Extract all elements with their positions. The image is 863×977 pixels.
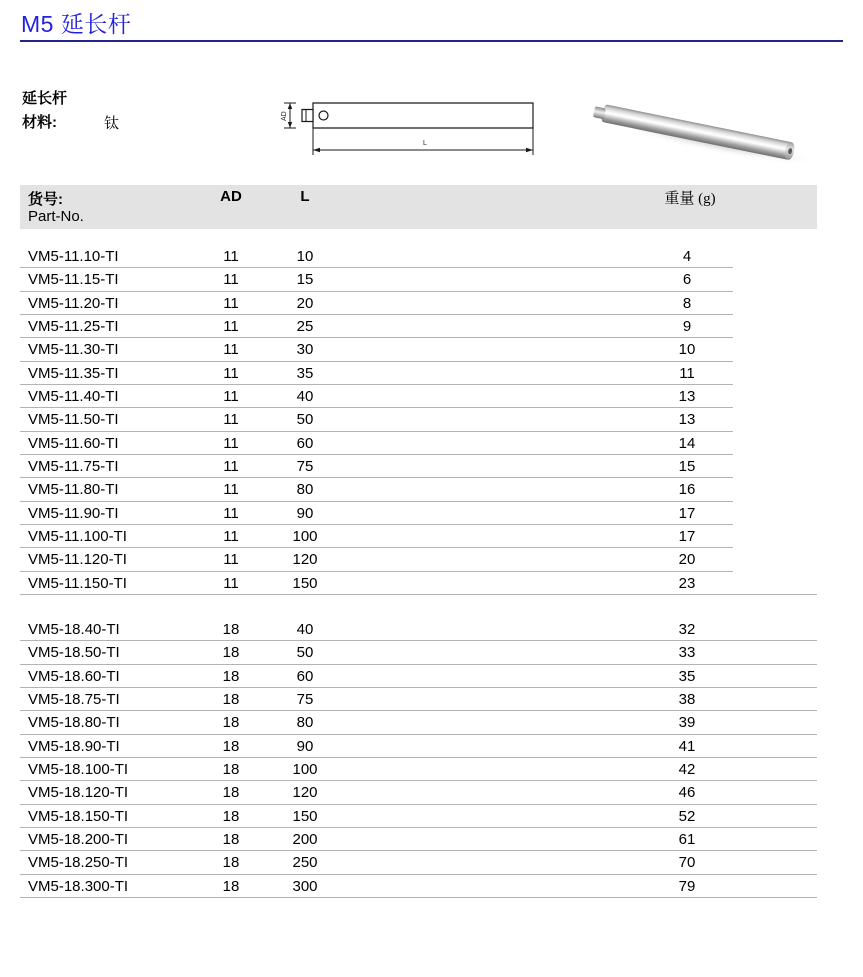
table-group: [20, 245, 817, 595]
table-row: [20, 245, 817, 268]
ad-cell: 18: [222, 877, 240, 895]
part-no-cell: VM5-11.60-TI: [28, 434, 119, 452]
part-no-cell: VM5-11.80-TI: [28, 481, 119, 499]
l-cell: 90: [296, 737, 314, 755]
table-row: [20, 432, 817, 455]
table-row: [20, 525, 817, 548]
weight-cell: 13: [678, 411, 696, 429]
table-row: [20, 572, 817, 595]
l-cell: 50: [296, 644, 314, 662]
weight-cell: 32: [678, 621, 696, 638]
ad-cell: 18: [222, 784, 240, 802]
part-no-cell: VM5-11.20-TI: [28, 294, 119, 312]
table-row: [20, 362, 817, 385]
l-cell: 120: [292, 551, 318, 569]
l-cell: 15: [296, 271, 314, 289]
weight-cell: 15: [678, 458, 696, 476]
ad-cell: 11: [223, 271, 239, 289]
weight-cell: 16: [678, 481, 696, 499]
l-cell: 80: [296, 481, 314, 499]
ad-cell: 18: [222, 691, 240, 709]
part-no-cell: VM5-18.100-TI: [28, 761, 129, 779]
l-cell: 250: [292, 854, 318, 872]
table-row: [20, 292, 817, 315]
table-row: [20, 315, 817, 338]
l-cell: 20: [296, 294, 314, 312]
weight-cell: 17: [678, 528, 696, 546]
part-no-cell: VM5-18.300-TI: [28, 877, 129, 895]
table-row: [20, 478, 817, 501]
part-no-cell: VM5-11.25-TI: [28, 318, 119, 336]
ad-cell: 18: [222, 667, 240, 685]
ad-cell: 11: [223, 341, 239, 359]
l-cell: 100: [292, 528, 318, 546]
part-no-cell: VM5-11.15-TI: [28, 271, 119, 289]
weight-cell: 6: [682, 271, 692, 289]
part-no-cell: VM5-18.60-TI: [28, 667, 120, 685]
ad-cell: 18: [222, 714, 240, 732]
ad-cell: 11: [223, 318, 239, 336]
table-row: [20, 805, 817, 828]
l-cell: 60: [296, 667, 314, 685]
ad-cell: 11: [223, 388, 239, 406]
table-row: [20, 385, 817, 408]
part-no-cell: VM5-18.90-TI: [28, 737, 120, 755]
l-cell: 120: [292, 784, 318, 802]
table-row: [20, 665, 817, 688]
part-no-cell: VM5-11.50-TI: [28, 411, 119, 429]
header-part-no-en: Part-No.: [28, 208, 84, 225]
part-no-cell: VM5-18.50-TI: [28, 644, 120, 662]
weight-cell: 17: [678, 504, 696, 522]
ad-cell: 11: [223, 411, 239, 429]
ad-cell: 18: [222, 831, 240, 849]
weight-cell: 23: [678, 574, 696, 592]
ad-cell: 11: [223, 551, 239, 569]
part-no-cell: VM5-18.200-TI: [28, 831, 129, 849]
part-no-cell: VM5-11.40-TI: [28, 388, 119, 406]
weight-cell: 10: [678, 341, 696, 359]
table-header: [20, 185, 817, 229]
table-row: [20, 268, 817, 291]
weight-cell: 33: [678, 644, 696, 662]
table-row: [20, 758, 817, 781]
product-name: 延长杆: [22, 90, 68, 107]
ad-cell: 11: [223, 364, 239, 382]
l-cell: 75: [296, 458, 314, 476]
technical-drawing: [278, 88, 550, 160]
weight-cell: 52: [678, 807, 696, 825]
part-no-cell: VM5-11.90-TI: [28, 504, 119, 522]
part-no-cell: VM5-18.40-TI: [28, 621, 120, 638]
part-no-cell: VM5-11.100-TI: [28, 528, 127, 546]
ad-cell: 11: [223, 294, 239, 312]
table-row: [20, 641, 817, 664]
part-no-cell: VM5-11.10-TI: [28, 248, 119, 265]
weight-cell: 20: [678, 551, 696, 569]
part-no-cell: VM5-11.150-TI: [28, 574, 127, 592]
part-no-cell: VM5-11.30-TI: [28, 341, 119, 359]
table-row: [20, 851, 817, 874]
l-cell: 150: [292, 574, 318, 592]
ad-cell: 18: [222, 737, 240, 755]
header-part-no-cn: 货号:: [28, 191, 63, 208]
weight-cell: 4: [682, 248, 692, 265]
weight-cell: 14: [678, 434, 696, 452]
header-col-l: L: [300, 188, 310, 205]
weight-cell: 61: [678, 831, 696, 849]
table-row: [20, 455, 817, 478]
table-row: [20, 781, 817, 804]
weight-cell: 38: [678, 691, 696, 709]
weight-cell: 70: [678, 854, 696, 872]
product-photo: [585, 88, 825, 168]
weight-cell: 39: [678, 714, 696, 732]
page-title: M5 延长杆: [21, 11, 132, 37]
weight-cell: 42: [678, 761, 696, 779]
l-cell: 100: [292, 761, 318, 779]
l-cell: 60: [296, 434, 314, 452]
l-cell: 40: [296, 621, 314, 638]
l-cell: 50: [296, 411, 314, 429]
weight-cell: 46: [678, 784, 696, 802]
ad-cell: 18: [222, 807, 240, 825]
ad-cell: 18: [222, 761, 240, 779]
weight-cell: 11: [679, 364, 695, 382]
l-cell: 10: [296, 248, 314, 265]
l-cell: 35: [296, 364, 314, 382]
ad-cell: 11: [223, 481, 239, 499]
l-cell: 300: [292, 877, 318, 895]
dim-label-l: L: [423, 140, 427, 147]
ad-cell: 11: [223, 434, 239, 452]
l-cell: 30: [296, 341, 314, 359]
table-row: [20, 408, 817, 431]
l-cell: 25: [296, 318, 314, 336]
weight-cell: 79: [678, 877, 696, 895]
header-col-weight: 重量 (g): [664, 191, 716, 207]
table-row: [20, 735, 817, 758]
ad-cell: 11: [223, 528, 239, 546]
table-row: [20, 828, 817, 851]
table-row: [20, 502, 817, 525]
table-row: [20, 618, 817, 641]
part-no-cell: VM5-18.120-TI: [28, 784, 129, 802]
weight-cell: 9: [682, 318, 692, 336]
part-no-cell: VM5-11.120-TI: [28, 551, 127, 569]
ad-cell: 11: [223, 504, 239, 522]
weight-cell: 8: [682, 294, 692, 312]
l-cell: 80: [296, 714, 314, 732]
weight-cell: 13: [678, 388, 696, 406]
weight-cell: 35: [678, 667, 696, 685]
header-col-ad: AD: [220, 188, 242, 205]
weight-cell: 41: [678, 737, 696, 755]
material-label: 材料:: [22, 114, 57, 131]
material-value: 钛: [104, 115, 120, 132]
ad-cell: 18: [222, 644, 240, 662]
ad-cell: 18: [222, 621, 240, 638]
dim-label-ad: AD: [281, 111, 288, 121]
l-cell: 200: [292, 831, 318, 849]
part-no-cell: VM5-18.80-TI: [28, 714, 120, 732]
ad-cell: 11: [223, 574, 239, 592]
l-cell: 90: [296, 504, 314, 522]
part-no-cell: VM5-18.250-TI: [28, 854, 129, 872]
rod-tip: [593, 106, 606, 119]
table-row: [20, 338, 817, 361]
table-row: [20, 548, 817, 571]
part-no-cell: VM5-18.75-TI: [28, 691, 120, 709]
table-group: [20, 618, 817, 898]
l-cell: 40: [296, 388, 314, 406]
ad-cell: 11: [223, 458, 239, 476]
part-no-cell: VM5-18.150-TI: [28, 807, 129, 825]
table-row: [20, 711, 817, 734]
ad-cell: 11: [223, 248, 239, 265]
title-divider: [20, 40, 843, 42]
part-no-cell: VM5-11.35-TI: [28, 364, 119, 382]
ad-cell: 18: [222, 854, 240, 872]
l-cell: 150: [292, 807, 318, 825]
table-row: [20, 875, 817, 898]
table-row: [20, 688, 817, 711]
part-no-cell: VM5-11.75-TI: [28, 458, 119, 476]
l-cell: 75: [296, 691, 314, 709]
